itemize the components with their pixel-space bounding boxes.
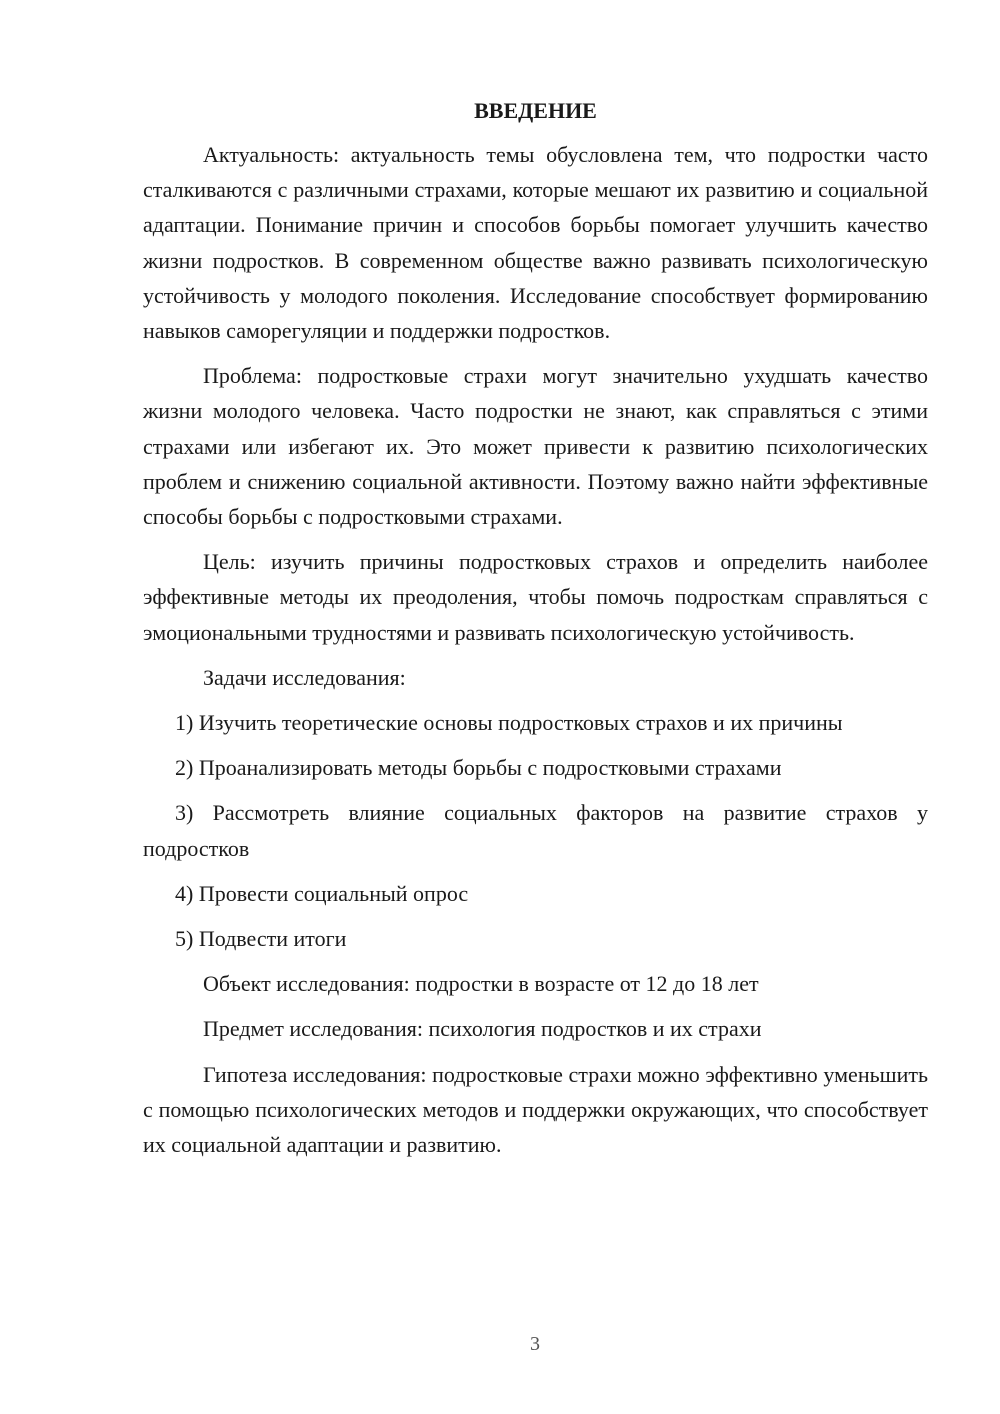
page-number: 3 [530,1333,540,1355]
research-object: Объект исследования: подростки в возрасте от 12 до 18 лет [203,971,759,997]
hypothesis-paragraph: Гипотеза исследования: подростковые страхи можно эффективно уменьшить с помощью психологических методов и поддержки окружающих, что способствует их социальной адаптации и развитию. [143,1061,928,1158]
relevance-paragraph: Актуальность: актуальность темы обусловлена тем, что подростки часто сталкиваются с различными страхами, которые мешают их развитию и социальной адаптации. Понимание причин и способов борьбы помогает улучшить качество жизни подростков. В современном обществе важно развивать психологическую устойчивость у молодого поколения. Исследование способствует формированию навыков саморегуляции и поддержки подростков. [143,142,928,344]
research-subject: Предмет исследования: психология подростков и их страхи [203,1016,762,1042]
task-item-5: 5) Подвести итоги [175,926,347,952]
task-item-2: 2) Проанализировать методы борьбы с подростковыми страхами [175,755,782,781]
tasks-heading: Задачи исследования: [203,664,406,690]
task-item-4: 4) Провести социальный опрос [175,880,469,906]
task-item-3: 3) Рассмотреть влияние социальных факторов на развитие страхов у подростков [143,800,928,861]
section-title: ВВЕДЕНИЕ [474,98,597,123]
goal-paragraph: Цель: изучить причины подростковых страхов и определить наиболее эффективные методы их преодоления, чтобы помочь подросткам справляться с эмоциональными трудностями и развивать психологическую устойчивость. [143,549,928,645]
task-item-1: 1) Изучить теоретические основы подростковых страхов и их причины [175,710,843,736]
document-page [143,96,928,1172]
problem-paragraph: Проблема: подростковые страхи могут значительно ухудшать качество жизни молодого человека. Часто подростки не знают, как справляться с этими страхами или избегают их. Это может привести к развитию психологических проблем и снижению социальной активности. Поэтому важно найти эффективные способы борьбы с подростковыми страхами. [143,363,928,530]
